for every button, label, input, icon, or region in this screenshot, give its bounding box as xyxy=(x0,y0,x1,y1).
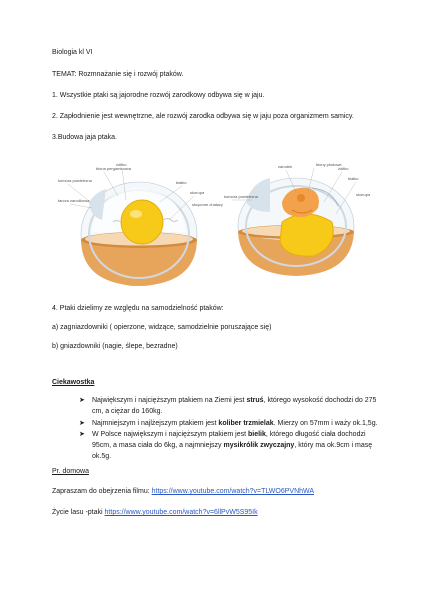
curiosity-item-3-line-1 xyxy=(92,430,366,439)
eagle-text-end: , którego długość ciała dochodzi xyxy=(265,431,366,438)
topic: TEMAT: Rozmnażanie się i rozwój ptaków. xyxy=(52,71,184,78)
curiosity-item-1-line-2: cm, a ciężar do 160kg. xyxy=(92,408,163,415)
curiosity-item-3-line-2 xyxy=(92,441,372,450)
egg-cross-section-left xyxy=(68,168,197,286)
bullet-arrow-icon: ➤ xyxy=(79,397,85,404)
point-4: 4. Ptaki dzielimy ze względu na samodzielność ptaków: xyxy=(52,305,224,312)
left-egg-label: błona pergaminowa xyxy=(96,166,131,171)
forest-life-text: Życie lasu -ptaki xyxy=(52,509,105,516)
ostrich-text: Największym i najcięższym ptakiem na Ziemi jest xyxy=(92,397,247,404)
homework-invite-line xyxy=(52,487,314,496)
point-b: b) gniazdowniki (nagie, ślepe, bezradne) xyxy=(52,343,178,350)
video-link-1[interactable]: https://www.youtube.com/watch?v=TLWO6PVNhWA xyxy=(151,488,315,495)
hummingbird-text: Najmniejszym i najlżejszym ptakiem jest xyxy=(92,420,219,427)
left-egg-label: skręcone chalazy xyxy=(192,202,223,207)
left-egg-label: tarcza zarodkowa xyxy=(58,198,90,203)
right-egg-label: zarodek xyxy=(278,164,293,169)
right-egg-label: błony płodowe xyxy=(316,162,342,167)
goldcrest-text: 95cm, a masa ciała do 6kg, a najmniejszy xyxy=(92,442,224,449)
video-link-2[interactable]: https://www.youtube.com/watch?v=6llPvW5S95Ik xyxy=(104,509,258,516)
homework-title: Pr. domowa xyxy=(52,468,89,475)
egg-structure-figure xyxy=(56,162,376,286)
homework-invite-text: Zapraszam do obejrzenia filmu: xyxy=(52,488,152,495)
goldcrest-text-end: , który ma ok.9cm i masę xyxy=(294,442,373,449)
ostrich-text-end: , którego wysokość dochodzi do 275 xyxy=(263,397,377,404)
left-egg-label: komora powietrzna xyxy=(58,178,92,183)
curiosity-title: Ciekawostka xyxy=(52,379,95,386)
curiosity-item-1-line-1 xyxy=(92,396,376,405)
point-1: 1. Wszystkie ptaki są jajorodne rozwój zarodkowy odbywa się w jaju. xyxy=(52,92,265,99)
ostrich-name: struś xyxy=(246,397,264,404)
goldcrest-name: mysikrólik zwyczajny xyxy=(223,442,295,449)
left-egg-label: żółtko xyxy=(116,162,127,167)
header: Biologia kl VI xyxy=(52,49,93,56)
point-a: a) zagniazdowniki ( opierzone, widzące, samodzielnie poruszające się) xyxy=(52,324,272,331)
eagle-text: W Polsce największym i najcięższym ptakiem jest xyxy=(92,431,248,438)
left-egg-label: białko xyxy=(176,180,187,185)
curiosity-item-3-line-3: ok.5g. xyxy=(92,453,112,460)
point-3: 3.Budowa jaja ptaka. xyxy=(52,134,117,141)
egg-cross-section-right xyxy=(232,168,356,276)
point-2: 2. Zapłodnienie jest wewnętrzne, ale rozwój zarodka odbywa się w jaju poza organizmem samicy. xyxy=(52,113,354,120)
right-egg-label: skorupa xyxy=(356,192,371,197)
left-egg-label: skorupa xyxy=(190,190,205,195)
curiosity-item-2-line-1 xyxy=(92,419,378,428)
hummingbird-text-end: . Mierzy on 57mm i waży ok.1,5g. xyxy=(273,420,378,427)
right-egg-label: białko xyxy=(348,176,359,181)
forest-life-line xyxy=(52,508,258,517)
bullet-arrow-icon: ➤ xyxy=(79,431,85,438)
hummingbird-name: koliber trzmielak xyxy=(218,420,274,427)
right-egg-label: komora powietrzna xyxy=(224,194,258,199)
bullet-arrow-icon: ➤ xyxy=(79,420,85,427)
eagle-name: bielik xyxy=(248,431,266,438)
right-egg-label: żółtko xyxy=(338,166,349,171)
